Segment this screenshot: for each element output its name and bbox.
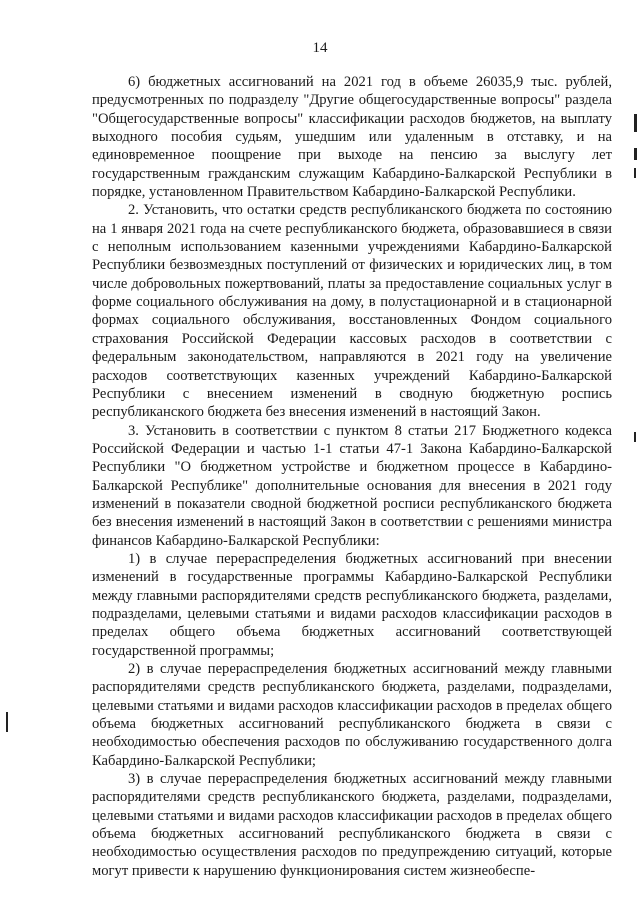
scan-artifact-mark bbox=[634, 148, 637, 160]
paragraph-3-3: 3) в случае перераспределения бюджетных ассигнований между главными распорядителями средств республиканского бюджета, разделами, подразделами, целевыми статьями и видами расходов классификации расходов в пределах общего объема бюджетных ассигнований республиканского бюджета в связи с необходимостью осуществления расходов по предупреждению ситуаций, которые могут привести к нарушению функционирования систем жизнеобеспе- bbox=[92, 771, 612, 879]
scan-artifact-mark bbox=[634, 168, 636, 178]
scan-artifact-mark bbox=[634, 114, 637, 132]
paragraph-3-2: 2) в случае перераспределения бюджетных ассигнований между главными распорядителями средств республиканского бюджета, разделами, подразделами, целевыми статьями и видами расходов классификации расходов в пределах общего объема бюджетных ассигнований республиканского бюджета в связи с необходимостью обеспечения расходов по обслуживанию государственного долга Кабардино-Балкарской Республики; bbox=[92, 661, 612, 769]
paragraph-1-6: 6) бюджетных ассигнований на 2021 год в объеме 26035,9 тыс. рублей, предусмотренных по подразделу "Другие общегосударственные вопросы" раздела "Общегосударственные вопросы" классификации расходов бюджетов, на выплату выходного пособия судьям, ушедшим или удаленным в отставку, и на единовременное поощрение при выходе на пенсию за выслугу лет государственным гражданским служащим Кабардино-Балкарской Республики в порядке, установленном Правительством Кабардино-Балкарской Республики. bbox=[92, 74, 612, 201]
paragraph-2: 2. Установить, что остатки средств республиканского бюджета по состоянию на 1 января 2021 года на счете республиканского бюджета, образовавшиеся в связи с неполным использованием казенными учреждениями Кабардино-Балкарской Республики безвозмездных поступлений от физических и юридических лиц, в том числе добровольных пожертвований, платы за предоставление социальных услуг в форме социального обслуживания на дому, в полустационарной и в стационарной формах социального обслуживания, восстановленных Фондом социального страхования Российской Федерации кассовых расходов в соответствии с федеральным законодательством, направляются в 2021 году на увеличение расходов соответствующих казенных учреждений Кабардино-Балкарской Республики с внесением изменений в сводную бюджетную роспись республиканского бюджета без внесения изменений в настоящий Закон. bbox=[92, 202, 612, 421]
paragraph-3-1: 1) в случае перераспределения бюджетных ассигнований при внесении изменений в государственные программы Кабардино-Балкарской Республики между главными распорядителями средств республиканского бюджета, разделами, подразделами, целевыми статьями и видами расходов классификации расходов в пределах общего объема бюджетных ассигнований соответствующей государственной программы; bbox=[92, 550, 612, 659]
document-body bbox=[92, 73, 612, 880]
scan-artifact-mark bbox=[6, 712, 8, 732]
paragraph-3: 3. Установить в соответствии с пунктом 8 статьи 217 Бюджетного кодекса Российской Федерации и частью 1-1 статьи 47-1 Закона Кабардино-Балкарской Республики "О бюджетном устройстве и бюджетном процессе в Кабардино-Балкарской Республике" дополнительные основания для внесения в 2021 году изменений в показатели сводной бюджетной росписи республиканского бюджета без внесения изменений в настоящий Закон в соответствии с решениями министра финансов Кабардино-Балкарской Республики: bbox=[92, 422, 612, 549]
scan-artifact-mark bbox=[634, 432, 636, 442]
page-number: 14 bbox=[312, 40, 328, 56]
